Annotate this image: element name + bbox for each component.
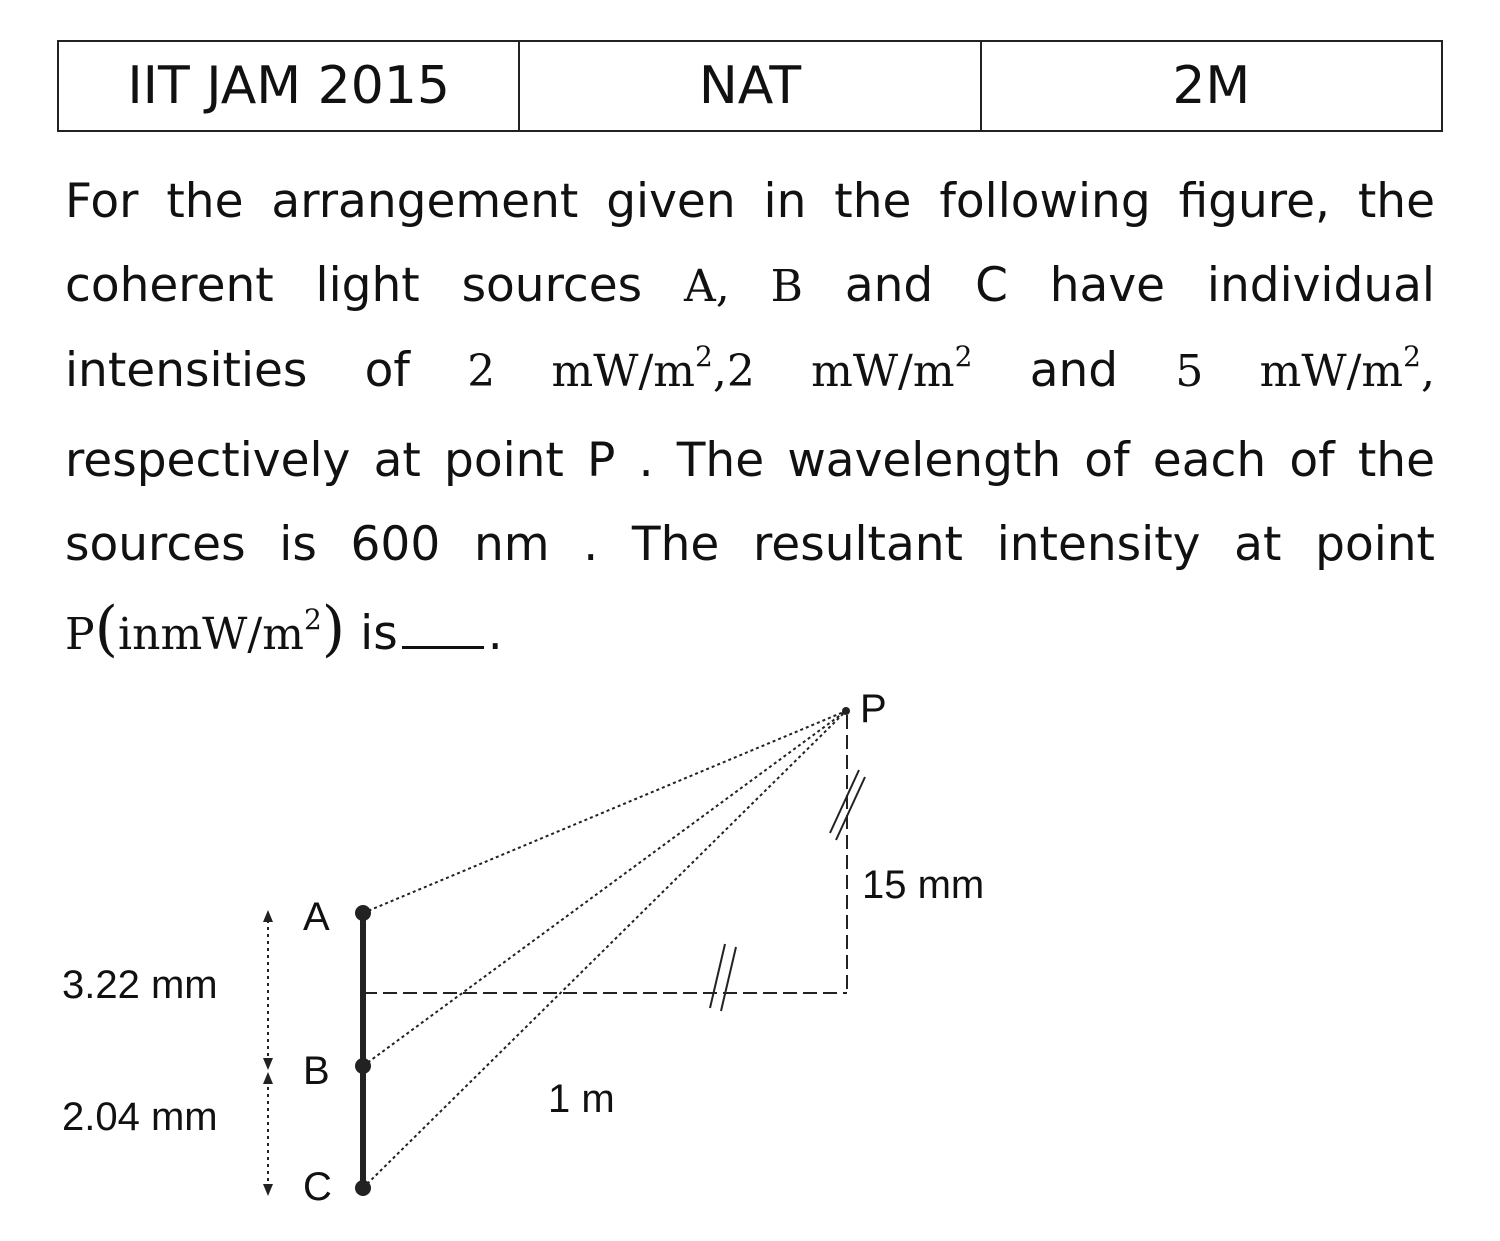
intensity-c-value: 5 mW/m xyxy=(1175,346,1404,397)
dim-bc-label: 2.04 mm xyxy=(62,1095,218,1139)
question-end-period: . xyxy=(487,606,503,661)
intensity-a: 2 $mW/m^2$, xyxy=(467,340,727,397)
point-c-dot xyxy=(355,1180,371,1196)
intensity-b-exponent: 2 xyxy=(954,340,973,373)
point-a-dot xyxy=(355,905,371,921)
question-line-3a: intensities of xyxy=(65,343,410,398)
ray-b-p xyxy=(363,711,846,1066)
unit-value: inmW/m xyxy=(118,609,304,660)
arrow-down-b xyxy=(263,1058,273,1070)
intensity-c-exponent: 2 xyxy=(1403,340,1421,373)
question-line-1: For the arrangement given in the following figure, the xyxy=(65,174,1435,229)
point-b-dot xyxy=(355,1058,371,1074)
arrow-up-top xyxy=(263,910,273,922)
arrow-down-bottom xyxy=(263,1184,273,1196)
label-a: A xyxy=(303,895,330,939)
point-p-math: P xyxy=(65,609,95,660)
question-line-4: respectively at point P . The wavelength of each of xyxy=(65,433,1335,488)
label-b: B xyxy=(303,1049,330,1093)
answer-blank xyxy=(402,646,484,649)
exam-name-cell: IIT JAM 2015 xyxy=(58,41,519,131)
question-line-6b: is xyxy=(360,606,398,661)
arrow-up-b xyxy=(263,1072,273,1084)
question-text xyxy=(65,160,1435,682)
dim-15mm-label: 15 mm xyxy=(862,863,985,907)
question-line-2a: coherent light sources xyxy=(65,258,643,313)
and-text: and xyxy=(1029,343,1119,398)
dim-1m-label: 1 m xyxy=(548,1077,615,1121)
point-p-dot xyxy=(842,707,850,715)
marks-cell: 2M xyxy=(981,41,1442,131)
label-p: P xyxy=(860,687,887,731)
intensity-a-exponent: 2 xyxy=(695,340,713,373)
intensity-a-value: 2 mW/m xyxy=(467,346,695,397)
label-c: C xyxy=(303,1165,332,1209)
unit-exponent: 2 xyxy=(303,603,322,636)
open-paren: ( xyxy=(94,594,119,664)
break-mark-horizontal-1 xyxy=(710,944,725,1008)
sources-math: A, B xyxy=(683,261,803,312)
question-header-table xyxy=(57,40,1443,132)
question-line-6a: point xyxy=(1315,517,1435,572)
unit-math xyxy=(118,603,322,660)
close-paren: ) xyxy=(321,594,346,664)
intensity-b xyxy=(726,340,973,397)
intensity-b-value: 2 mW/m xyxy=(726,346,955,397)
ray-a-p xyxy=(363,711,846,913)
arrangement-figure xyxy=(40,680,1040,1220)
question-line-5: the sources is 600 nm . The resultant intensity at xyxy=(65,433,1435,572)
intensity-c: 5 $mW/m^2$, xyxy=(1175,340,1435,397)
question-type-cell: NAT xyxy=(519,41,980,131)
dim-ab-label: 3.22 mm xyxy=(62,963,218,1007)
break-mark-horizontal-2 xyxy=(721,947,736,1011)
question-line-2b: and C have individual xyxy=(844,258,1435,313)
